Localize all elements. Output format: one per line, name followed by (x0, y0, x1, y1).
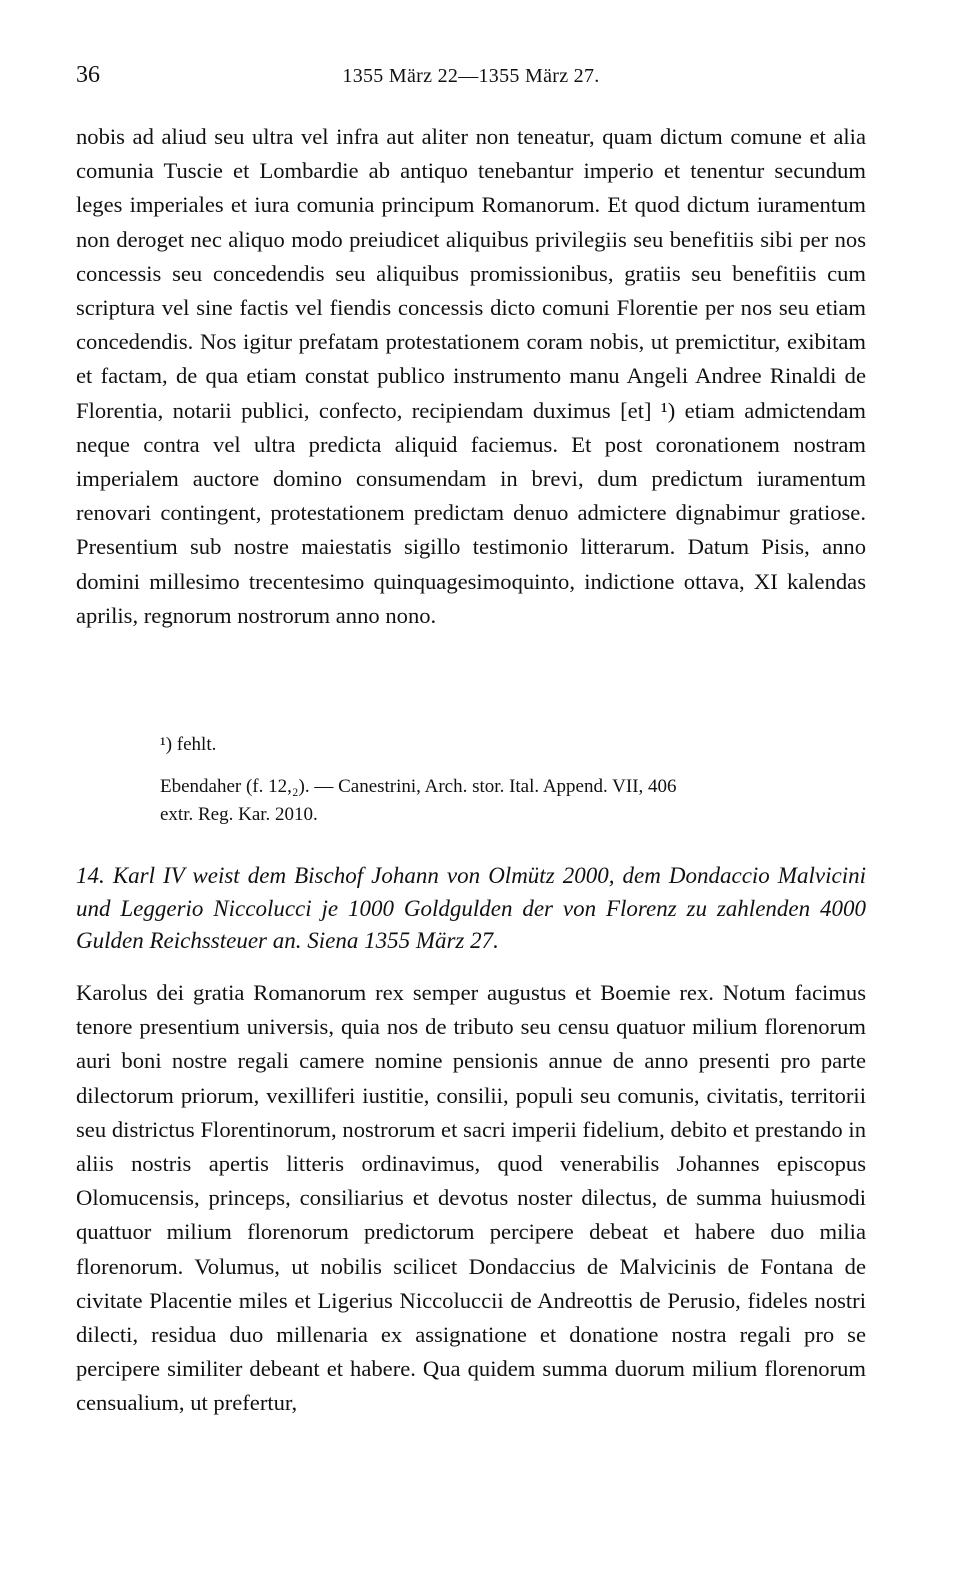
document-heading (76, 860, 866, 958)
source-line-2: extr. Reg. Kar. 2010. (160, 804, 318, 825)
source-citation (160, 773, 866, 829)
body-paragraph-2: Karolus dei gratia Romanorum rex semper augustus et Boemie rex. Notum facimus tenore presentium universis, quia nos de tributo seu censu quatuor milium florenorum auri boni nostre regali camere nomine pensionis annue de anno presenti pro parte dilectorum priorum, vexilliferi iustitie, consilii, populi seu comunis, civitatis, territorii seu districtus Florentinorum, nostrorum et sacri imperii fidelium, debito et prestando in aliis nostris apertis litteris ordinavimus, quod venerabilis Johannes episcopus Olomucensis, princeps, consiliarius et devotus noster dilectus, de summa huiusmodi quattuor milium florenorum predictorum percipere debeat et habere duo milia florenorum. Volumus, ut nobilis scilicet Dondaccius de Malvicinis de Fontana de civitate Placentie miles et Ligerius Niccoluccii de Andreottis de Perusio, fideles nostri dilecti, residua duo millenaria ex assignatione et donatione nostra regali pro se percipere similiter debeant et habere. Qua quidem summa duorum milium florenorum censualium, ut prefertur, (76, 980, 866, 1416)
document-heading-text: Karl IV weist dem Bischof Johann von Olmütz 2000, dem Dondaccio Malvicini und Leggerio Niccolucci je 1000 Goldgulden der von Florenz zu zahlenden 4000 Gulden Reichssteuer an. Siena 1355 März 27. (76, 863, 866, 953)
page-number: 36 (76, 62, 100, 88)
document-number: 14. (76, 863, 105, 888)
running-head: 1355 März 22—1355 März 27. (342, 65, 600, 87)
source-line-1: Ebendaher (f. 12,₂). — Canestrini, Arch. stor. Ital. Append. VII, 406 (160, 776, 677, 797)
footnote: ¹) fehlt. (160, 734, 217, 755)
page-header (76, 62, 866, 94)
body-paragraph-1: nobis ad aliud seu ultra vel infra aut aliter non teneatur, quam dictum comune et alia comunia Tuscie et Lombardie ab antiquo tenebantur imperio et tenentur secundum leges imperiales et iura comunia principum Romanorum. Et quod dictum iuramentum non deroget nec aliquo modo preiudicet aliquibus privilegiis seu benefitiis sibi per nos concessis seu concedendis seu aliquibus promissionibus, gratiis seu benefitiis cum scriptura vel sine factis vel fiendis concessis dicto comuni Florentie per nos seu etiam concedendis. Nos igitur prefatam protestationem coram nobis, ut premictitur, exibitam et factam, de qua etiam constat publico instrumento manu Angeli Andree Rinaldi de Florentia, notarii publici, confecto, recipiendam duximus [et] ¹) etiam admictendam neque contra vel ultra predicta aliquid faciemus. Et post coronationem nostram imperialem auctore domino consumendam in brevi, dum predictum iuramentum renovari contingent, protestationem predictam denuo admictere dignabimur gratiose. Presentium sub nostre maiestatis sigillo testimonio litterarum. Datum Pisis, anno domini millesimo trecentesimo quinquagesimoquinto, indictione ottava, XI kalendas aprilis, regnorum nostrorum anno nono. (76, 124, 866, 628)
